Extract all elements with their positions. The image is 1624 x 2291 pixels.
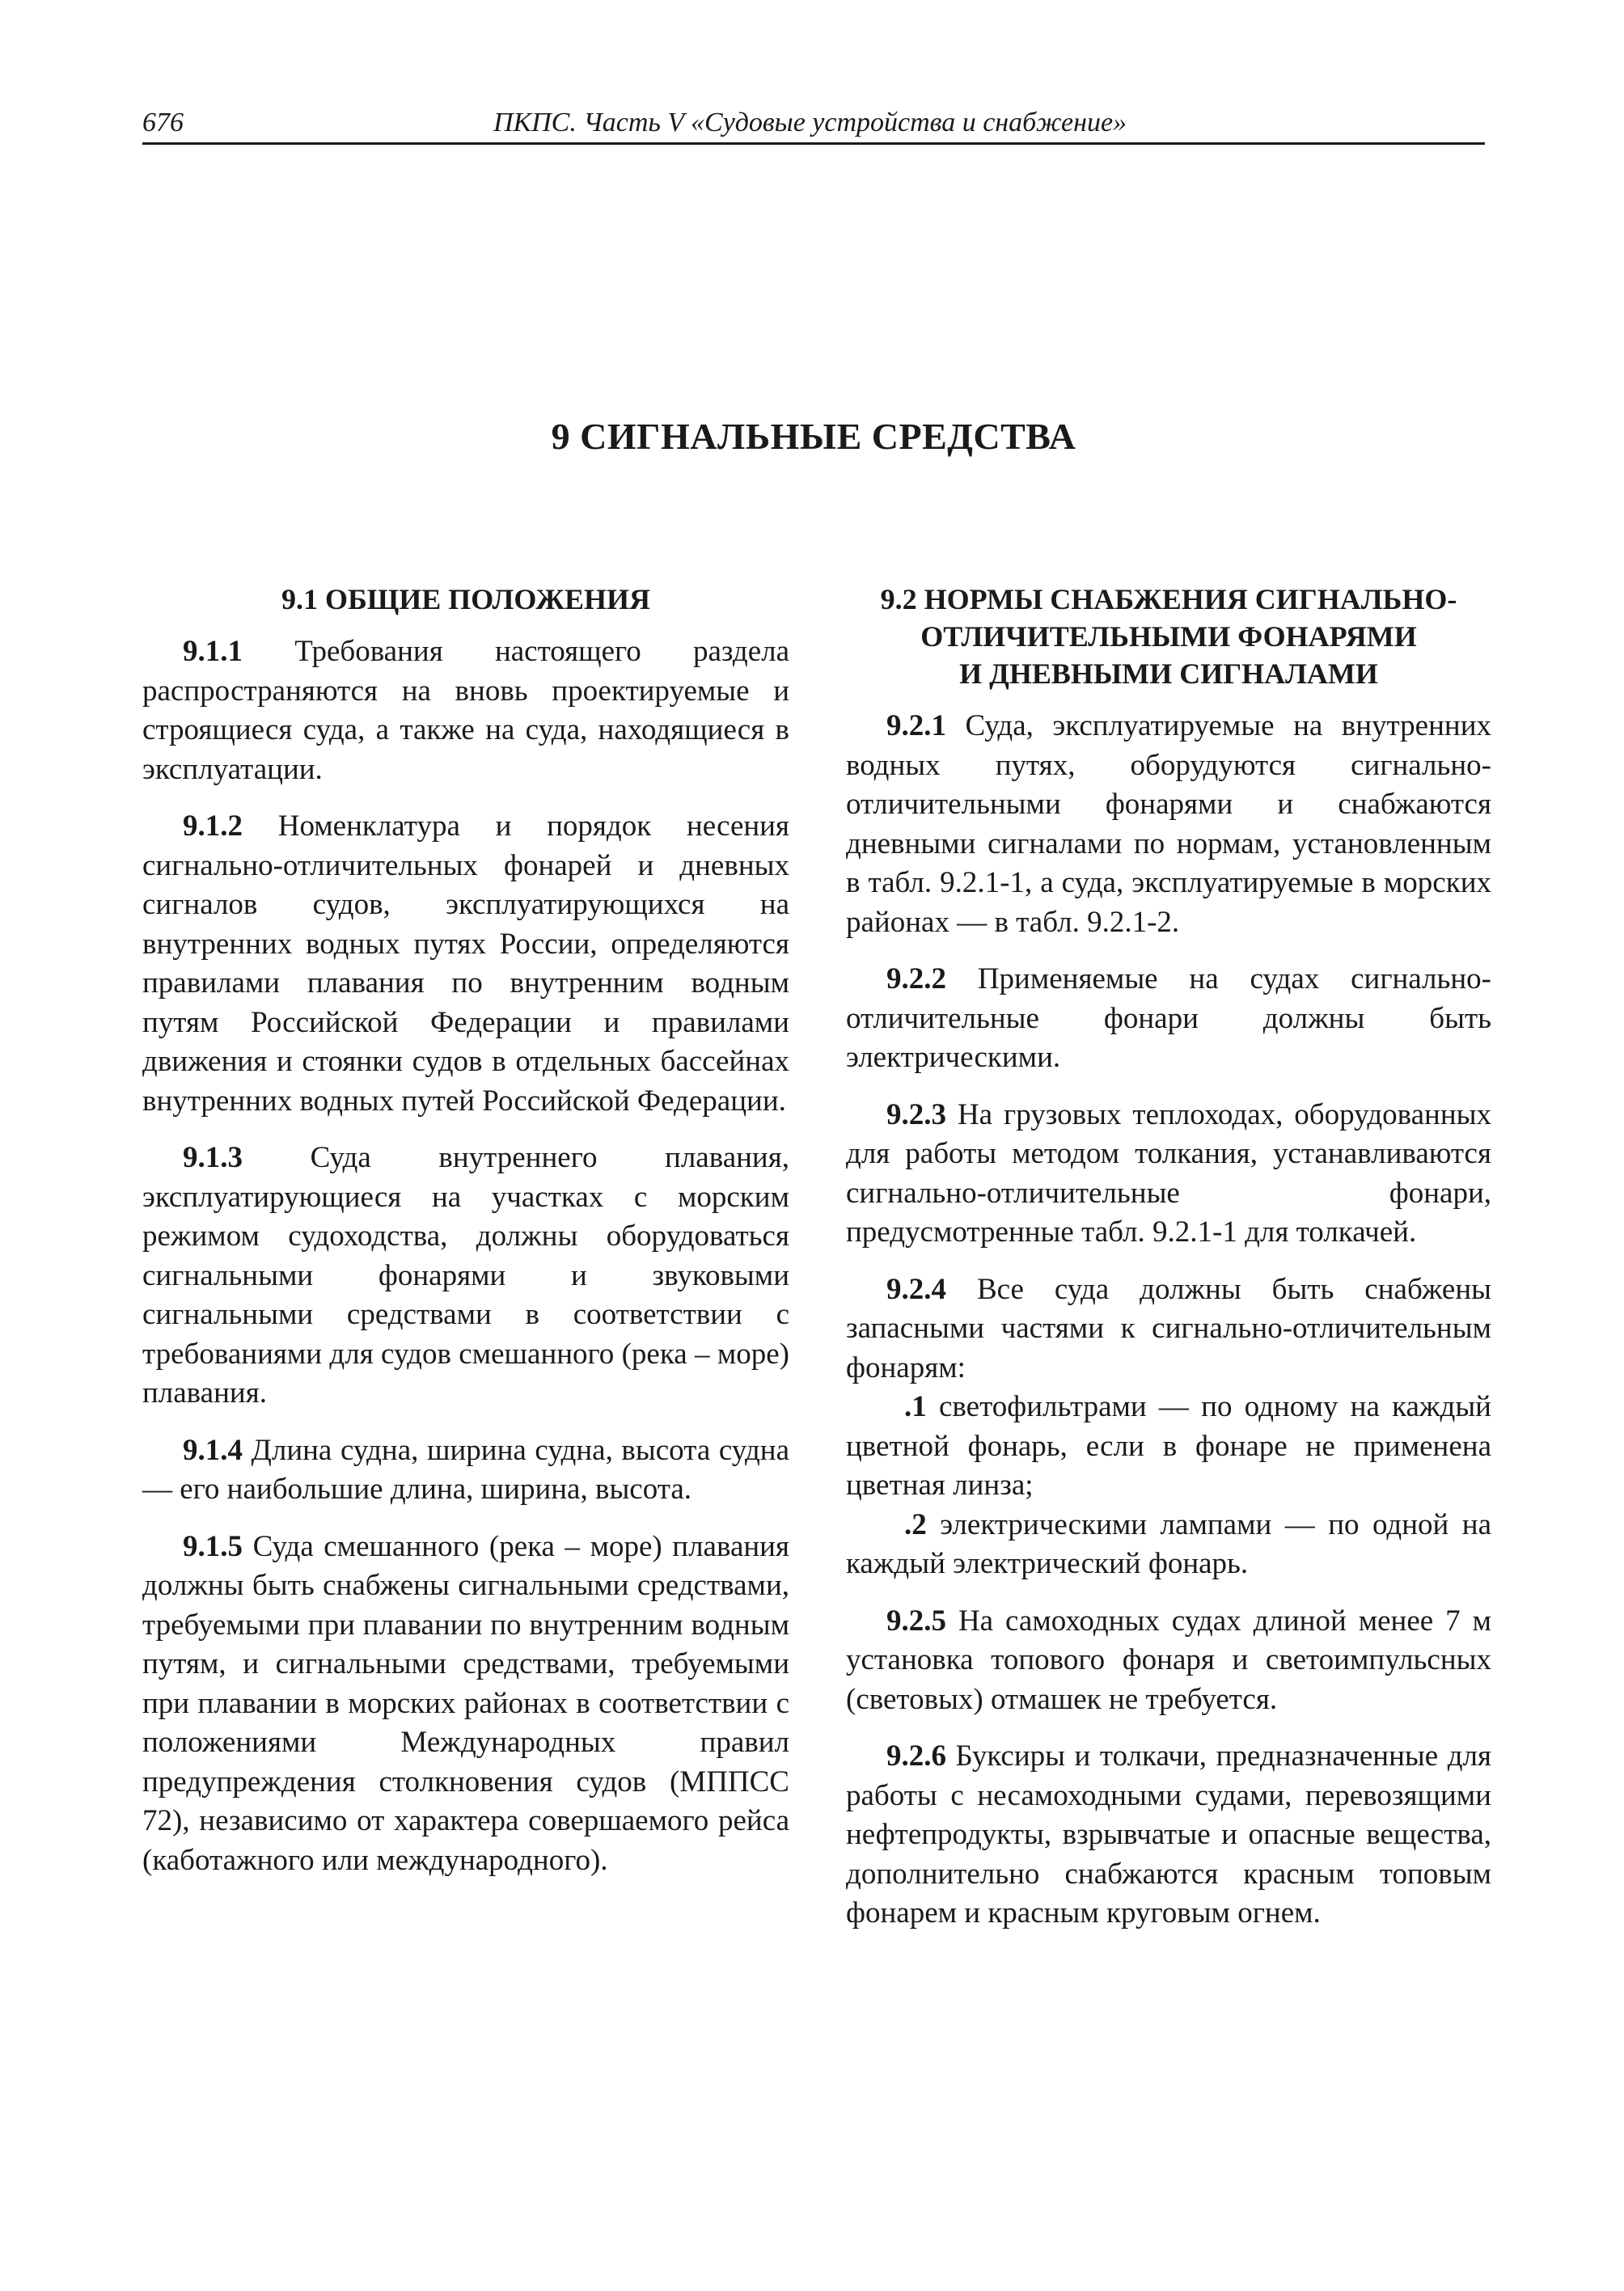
- paragraph-text: Применяемые на судах сигнально-отличительные фонари должны быть электрическими.: [846, 962, 1492, 1074]
- list-item-9-2-4-2: [846, 1506, 1491, 1584]
- paragraph-9-1-1: [142, 632, 789, 789]
- paragraph-text: Все суда должны быть снабжены запасными частями к сигнально-отличительным фонарям:: [846, 1272, 1492, 1384]
- right-column: [846, 581, 1491, 1951]
- list-item-number: .2: [904, 1507, 927, 1541]
- paragraph-9-2-6: [846, 1737, 1491, 1934]
- section-heading-9-2: [846, 581, 1491, 692]
- paragraph-number: 9.2.4: [886, 1272, 946, 1306]
- paragraph-text: На самоходных судах длиной менее 7 м установка топового фонаря и светоимпульсных (световых) отмашек не требуется.: [846, 1604, 1491, 1716]
- list-item-text: светофильтрами — по одному на каждый цветной фонарь, если в фонаре не применена цветная линза;: [846, 1390, 1491, 1502]
- paragraph-9-2-4: [846, 1270, 1491, 1389]
- paragraph-number: 9.2.3: [886, 1097, 946, 1131]
- paragraph-9-1-2: [142, 807, 789, 1121]
- paragraph-number: 9.2.6: [886, 1739, 946, 1773]
- paragraph-number: 9.1.5: [183, 1529, 243, 1563]
- paragraph-text: Суда, эксплуатируемые на внутренних водных путях, оборудуются сигнально-отличительными фонарями и снабжаются дневными сигналами по нормам, установленным в табл. 9.2.1-1, а суда, эксплуатируемые в морских районах — в табл. 9.2.1-2.: [846, 709, 1492, 939]
- paragraph-9-1-4: [142, 1431, 789, 1510]
- paragraph-text: На грузовых теплоходах, оборудованных для работы методом толкания, устанавливаются сигнально-отличительные фонари, предусмотренные табл. 9.2.1-1 для толкачей.: [846, 1097, 1492, 1249]
- paragraph-number: 9.2.2: [886, 962, 946, 995]
- left-column: [142, 581, 789, 1898]
- running-header: [142, 104, 1485, 145]
- paragraph-9-1-3: [142, 1139, 789, 1414]
- paragraph-9-2-1: [846, 707, 1491, 942]
- paragraph-9-2-2: [846, 960, 1491, 1078]
- running-title: ПКПС. Часть V «Судовые устройства и снабжение»: [493, 108, 1127, 137]
- section-heading-line: ОТЛИЧИТЕЛЬНЫМИ ФОНАРЯМИ: [920, 620, 1417, 653]
- page-number: 676: [142, 108, 184, 137]
- paragraph-9-2-5: [846, 1602, 1491, 1720]
- paragraph-number: 9.1.2: [183, 809, 243, 843]
- paragraph-9-1-5: [142, 1528, 789, 1881]
- paragraph-text: Требования настоящего раздела распространяются на вновь проектируемые и строящиеся суда, а также на суда, находящиеся в эксплуатации.: [142, 635, 790, 786]
- paragraph-text: Длина судна, ширина судна, высота судна — его наибольшие длина, ширина, высота.: [142, 1433, 790, 1506]
- paragraph-number: 9.2.1: [886, 709, 946, 742]
- section-heading-9-1: 9.1 ОБЩИЕ ПОЛОЖЕНИЯ: [281, 583, 651, 615]
- section-heading-line: 9.2 НОРМЫ СНАБЖЕНИЯ СИГНАЛЬНО-: [880, 583, 1457, 615]
- list-item-text: электрическими лампами — по одной на каждый электрический фонарь.: [846, 1507, 1492, 1580]
- list-item-number: .1: [904, 1390, 927, 1423]
- paragraph-number: 9.2.5: [886, 1604, 946, 1638]
- list-item-9-2-4-1: [846, 1388, 1491, 1506]
- paragraph-text: Суда смешанного (река – море) плавания должны быть снабжены сигнальными средствами, требуемыми при плавании по внутренним водным путям, и сигнальными средствами, требуемыми при плавании в морских районах в соответствии с положениями Международных правил предупреждения столкновения судов (МППСС 72), независимо от характера совершаемого рейса (каботажного или международного).: [142, 1529, 790, 1877]
- paragraph-9-2-3: [846, 1096, 1491, 1253]
- paragraph-text: Суда внутреннего плавания, эксплуатирующиеся на участках с морским режимом судоходства, должны оборудоваться сигнальными фонарями и звуковыми сигнальными средствами в соответствии с требованиями для судов смешанного (река – море) плавания.: [142, 1141, 789, 1410]
- paragraph-number: 9.1.1: [183, 635, 243, 668]
- section-heading-line: И ДНЕВНЫМИ СИГНАЛАМИ: [959, 657, 1378, 690]
- paragraph-number: 9.1.3: [183, 1141, 243, 1174]
- paragraph-number: 9.1.4: [183, 1433, 243, 1467]
- paragraph-text: Номенклатура и порядок несения сигнально-отличительных фонарей и дневных сигналов судов, эксплуатирующихся на внутренних водных путях России, определяются правилами плавания по внутренним водным путям Российской Федерации и правилами движения и стоянки судов в отдельных бассейнах внутренних водных путей Российской Федерации.: [142, 809, 789, 1118]
- chapter-title: 9 СИГНАЛЬНЫЕ СРЕДСТВА: [551, 416, 1076, 457]
- paragraph-text: Буксиры и толкачи, предназначенные для работы с несамоходными судами, перевозящими нефтепродукты, взрывчатые и опасные вещества, дополнительно снабжаются красным топовым фонарем и красным круговым огнем.: [846, 1739, 1491, 1930]
